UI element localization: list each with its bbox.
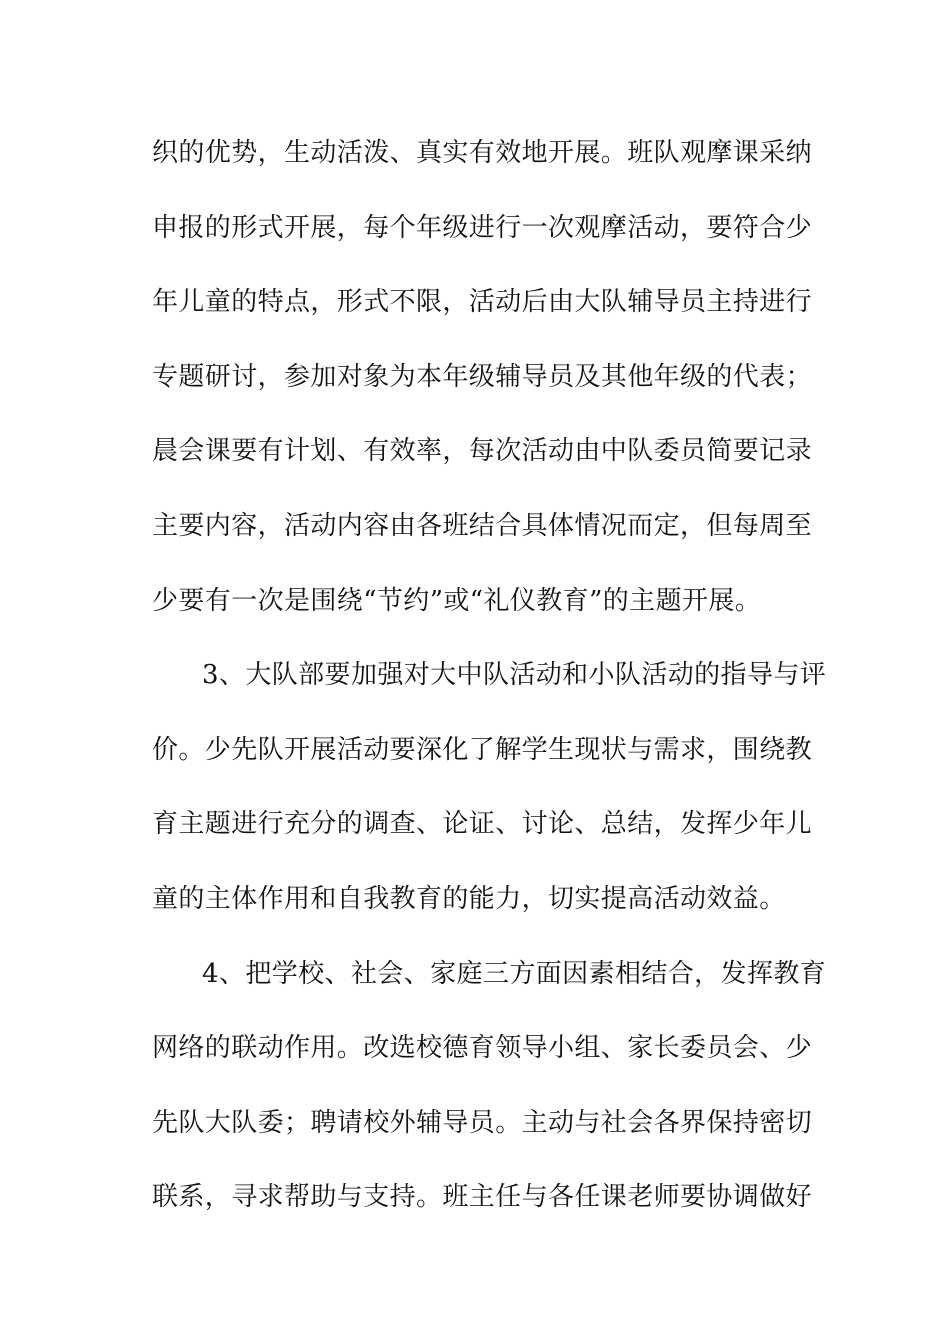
paragraph-4-start: 4、把学校、社会、家庭三方面因素相结合，发挥教育	[202, 958, 827, 989]
text-line: 申报的形式开展，每个年级进行一次观摩活动，要符合少	[152, 212, 813, 243]
body-text	[152, 126, 827, 1245]
text-line: 专题研讨，参加对象为本年级辅导员及其他年级的代表；	[152, 361, 813, 392]
text-line: 网络的联动作用。改选校德育领导小组、家长委员会、少	[152, 1033, 813, 1064]
text-line: 少要有一次是围绕“节约”或“礼仪教育”的主题开展。	[152, 585, 762, 616]
text-line: 主要内容，活动内容由各班结合具体情况而定，但每周至	[152, 510, 813, 541]
text-line: 价。少先队开展活动要深化了解学生现状与需求，围绕教	[152, 734, 813, 765]
text-line: 晨会课要有计划、有效率，每次活动由中队委员简要记录	[152, 436, 813, 467]
paragraph-3-start: 3、大队部要加强对大中队活动和小队活动的指导与评	[202, 660, 827, 691]
text-line: 年儿童的特点，形式不限，活动后由大队辅导员主持进行	[152, 287, 813, 318]
text-line: 联系，寻求帮助与支持。班主任与各任课老师要协调做好	[152, 1182, 813, 1213]
text-line: 童的主体作用和自我教育的能力，切实提高活动效益。	[152, 883, 786, 914]
text-line: 先队大队委；聘请校外辅导员。主动与社会各界保持密切	[152, 1107, 813, 1138]
text-line: 织的优势，生动活泼、真实有效地开展。班队观摩课采纳	[152, 138, 813, 168]
text-line: 育主题进行充分的调查、论证、讨论、总结，发挥少年儿	[152, 809, 813, 840]
